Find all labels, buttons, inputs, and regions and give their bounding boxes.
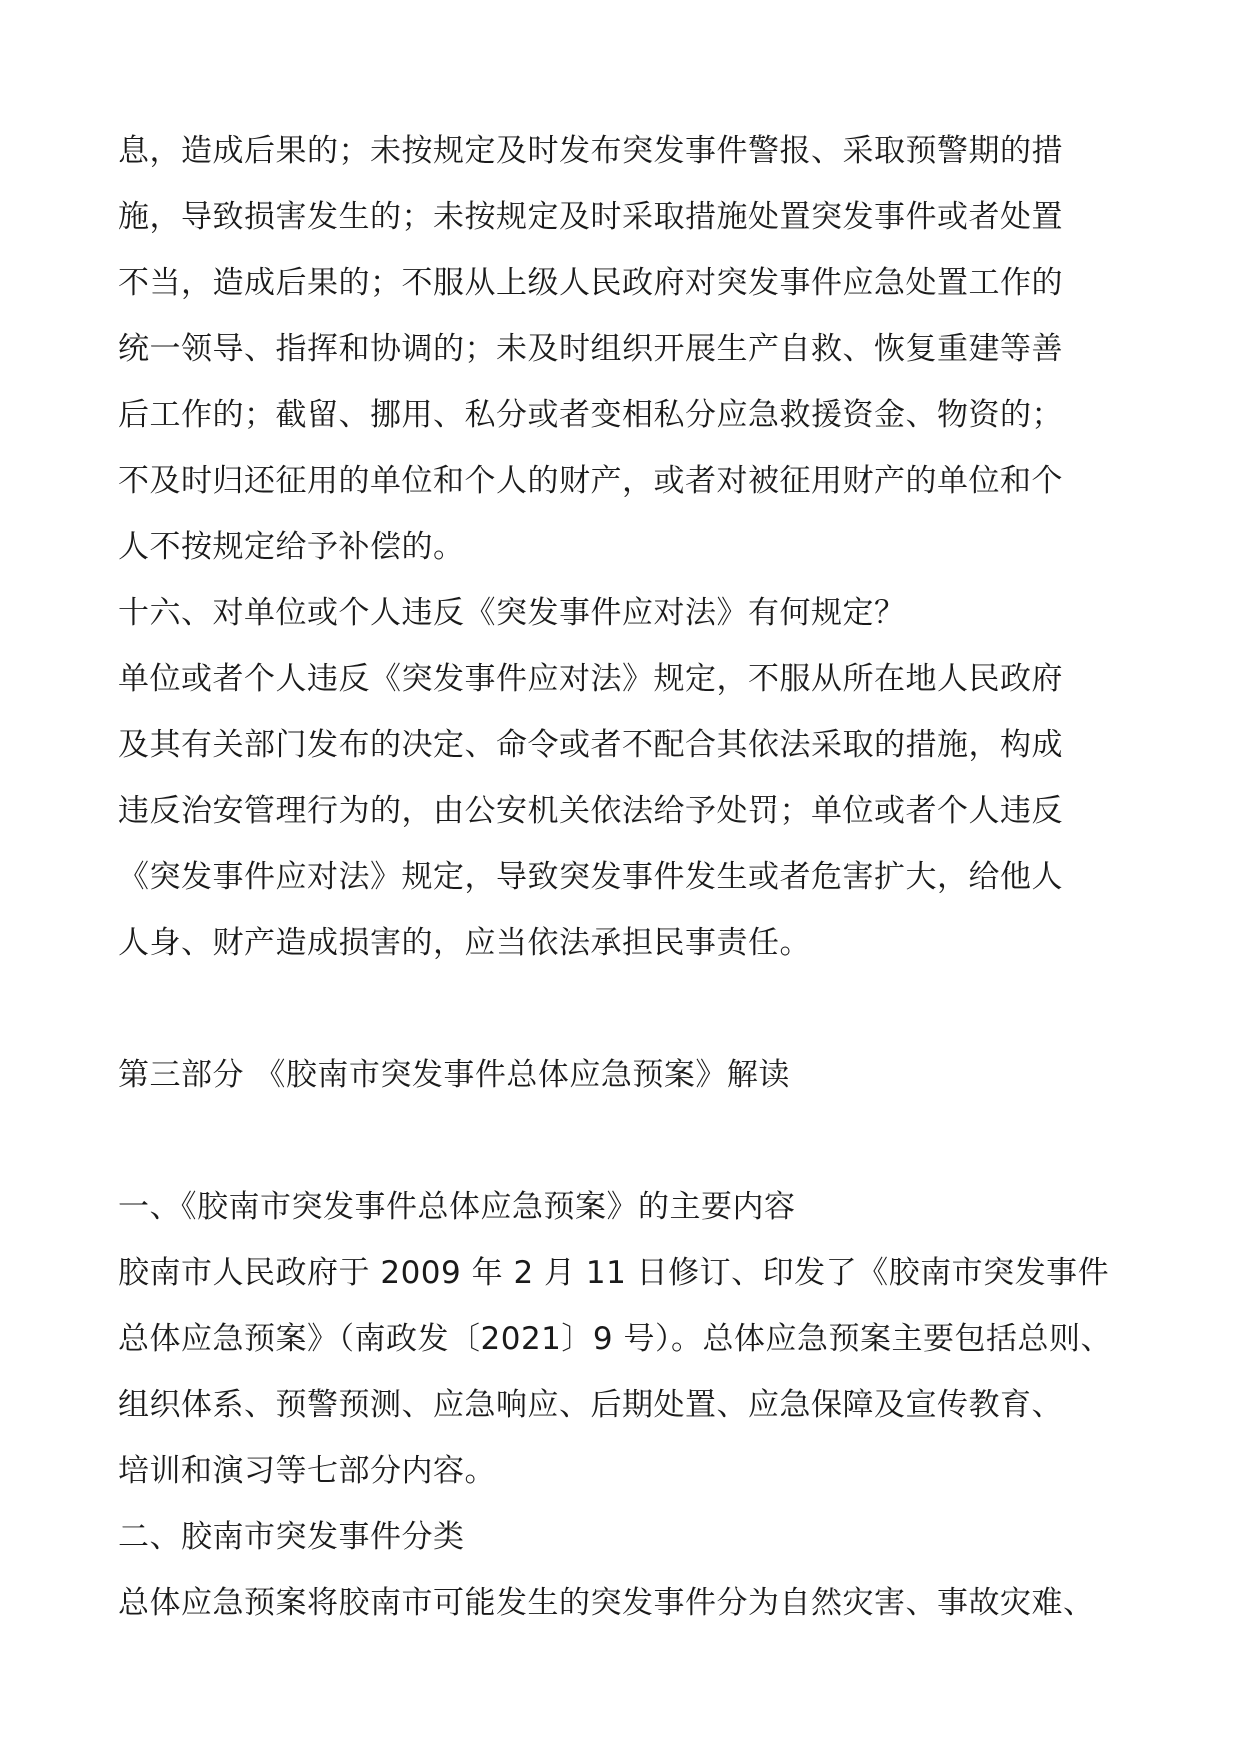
part-heading (118, 1042, 1128, 1108)
document-body (118, 118, 1128, 1636)
paragraph-responsibilities (118, 118, 1128, 580)
text-line: 单位或者个人违反《突发事件应对法》规定，不服从所在地人民政府 (118, 661, 1063, 697)
paragraph-plan-contents (118, 1240, 1128, 1504)
question-title: 十六、对单位或个人违反《突发事件应对法》有何规定？ (118, 595, 906, 631)
text-line: 组织体系、预警预测、应急响应、后期处置、应急保障及宣传教育、 (118, 1387, 1063, 1423)
text-line: 统一领导、指挥和协调的；未及时组织开展生产自救、恢复重建等善 (118, 331, 1063, 367)
text-line: 施，导致损害发生的；未按规定及时采取措施处置突发事件或者处置 (118, 199, 1063, 235)
part-title: 第三部分 《胶南市突发事件总体应急预案》解读 (118, 1057, 790, 1093)
text-line: 息，造成后果的；未按规定及时发布突发事件警报、采取预警期的措 (118, 133, 1063, 169)
spacer (118, 1108, 1128, 1174)
text-line: 人身、财产造成损害的，应当依法承担民事责任。 (118, 925, 811, 961)
text-line: 不当，造成后果的；不服从上级人民政府对突发事件应急处置工作的 (118, 265, 1063, 301)
text-line: 《突发事件应对法》规定，导致突发事件发生或者危害扩大，给他人 (118, 859, 1063, 895)
paragraph-violations (118, 646, 1128, 976)
section-heading (118, 1174, 1128, 1240)
text-line: 及其有关部门发布的决定、命令或者不配合其依法采取的措施，构成 (118, 727, 1063, 763)
text-line: 总体应急预案》（南政发〔2021〕9 号）。总体应急预案主要包括总则、 (118, 1321, 1112, 1357)
text-line: 总体应急预案将胶南市可能发生的突发事件分为自然灾害、事故灾难、 (118, 1585, 1095, 1621)
text-line: 后工作的；截留、挪用、私分或者变相私分应急救援资金、物资的； (118, 397, 1063, 433)
question-heading (118, 580, 1128, 646)
section-heading (118, 1504, 1128, 1570)
text-line: 胶南市人民政府于 2009 年 2 月 11 日修订、印发了《胶南市突发事件 (118, 1255, 1110, 1291)
paragraph-classification (118, 1570, 1128, 1636)
text-line: 不及时归还征用的单位和个人的财产，或者对被征用财产的单位和个 (118, 463, 1063, 499)
text-line: 违反治安管理行为的，由公安机关依法给予处罚；单位或者个人违反 (118, 793, 1063, 829)
section-title: 二、胶南市突发事件分类 (118, 1519, 465, 1555)
text-line: 人不按规定给予补偿的。 (118, 529, 465, 565)
text-line: 培训和演习等七部分内容。 (118, 1453, 496, 1489)
section-title: 一、《胶南市突发事件总体应急预案》的主要内容 (118, 1189, 796, 1225)
spacer (118, 976, 1128, 1042)
